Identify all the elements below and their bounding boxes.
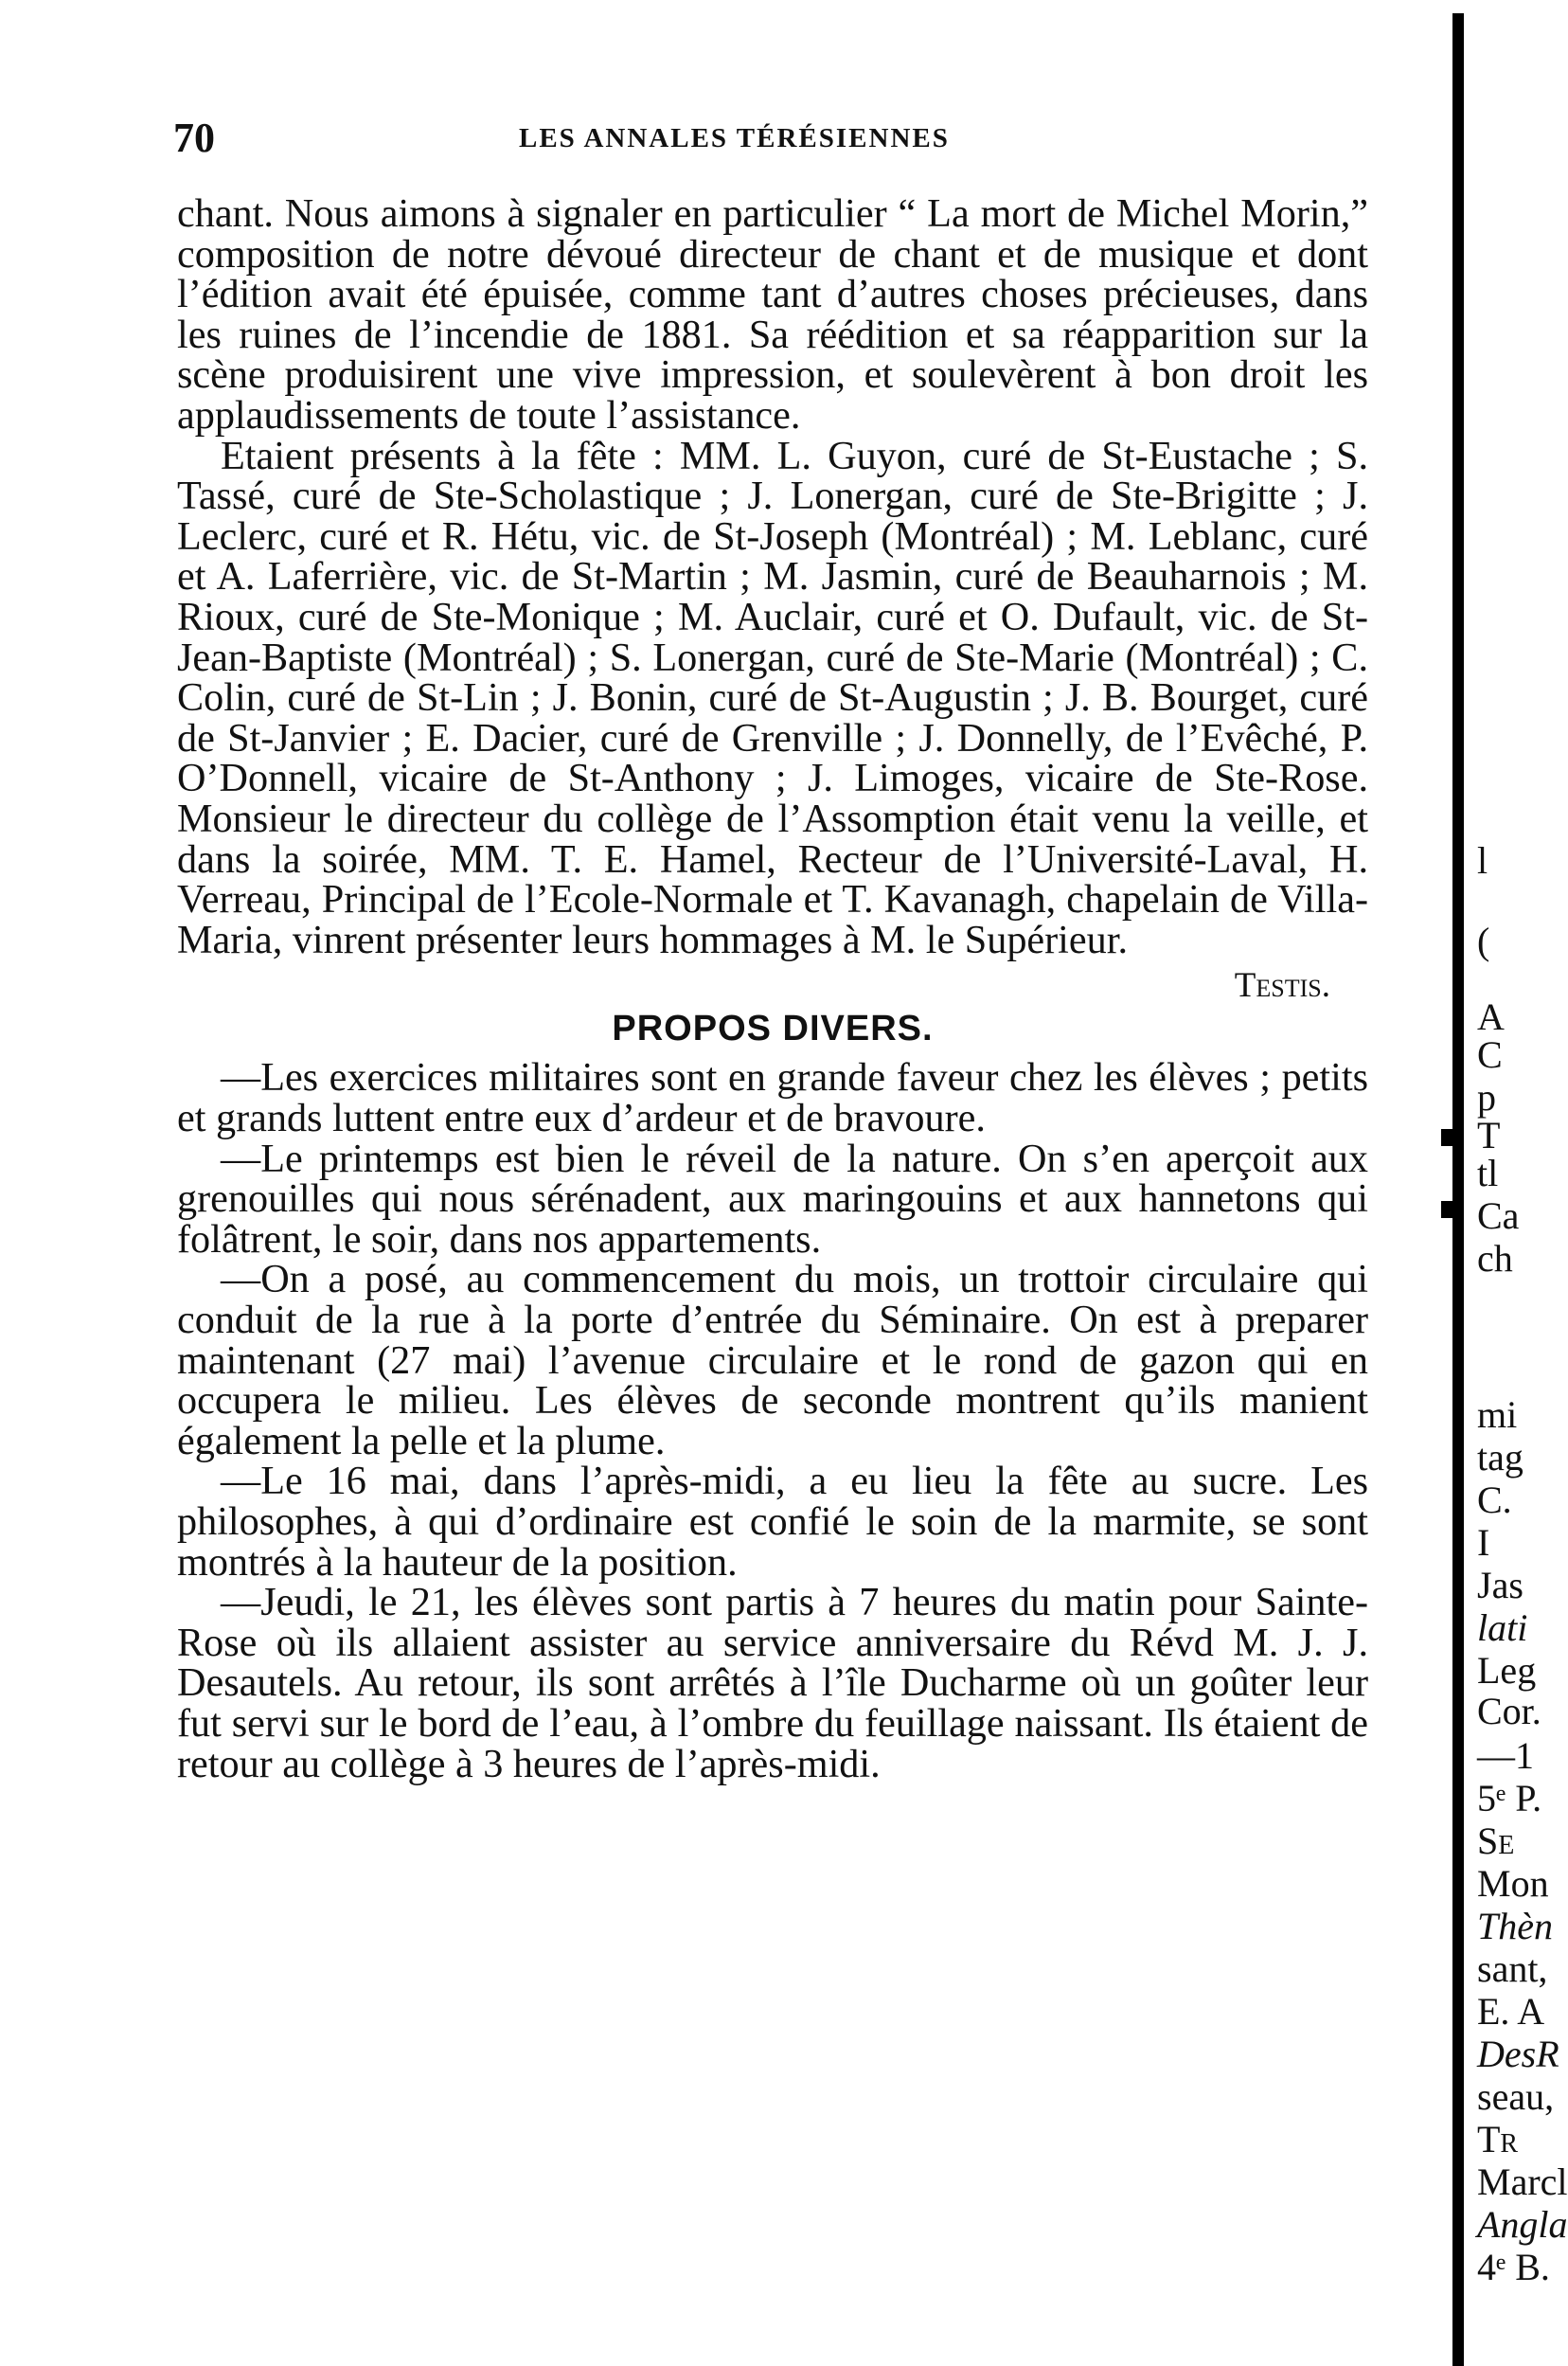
section-paragraph: —Les exercices militaires sont en grande faveur chez les élèves ; petits et grands luttent entre eux d’ardeur et de bravoure. bbox=[177, 1055, 1368, 1141]
section-paragraph: —Le printemps est bien le réveil de la nature. On s’en aperçoit aux grenouilles qui nous sérénadent, aux maringouins et aux hannetons qui folâtrent, le soir, dans nos appartements. bbox=[177, 1136, 1368, 1262]
neighbor-fragment: Thèn bbox=[1477, 1905, 1553, 1947]
neighbor-fragment: T bbox=[1477, 1114, 1501, 1156]
neighbor-fragment: l bbox=[1477, 839, 1488, 882]
neighbor-fragment: Ca bbox=[1477, 1194, 1520, 1237]
neighbor-fragment: Angla bbox=[1477, 2203, 1568, 2246]
page-number: 70 bbox=[173, 115, 215, 161]
neighbor-fragment: Cor. bbox=[1477, 1690, 1541, 1732]
neighbor-fragment: Se bbox=[1477, 1819, 1515, 1862]
section-heading: PROPOS DIVERS. bbox=[612, 1008, 934, 1049]
neighbor-fragment: E. A bbox=[1477, 1990, 1545, 2033]
neighbor-fragment: ch bbox=[1477, 1237, 1513, 1280]
neighbor-fragment: tl bbox=[1477, 1152, 1499, 1194]
neighbor-fragment: tag bbox=[1477, 1436, 1523, 1479]
neighbor-fragment: p bbox=[1477, 1076, 1496, 1119]
article-paragraph: Etaient présents à la fête : MM. L. Guyon, curé de St-Eustache ; S. Tassé, curé de Ste-Scholastique ; J. Lonergan, curé de Ste-Brigitte ; J. Leclerc, curé et R. Hétu, vic. de St-Joseph (Montréal) ; M. Leblanc, curé et A. Laferrière, vic. de St-Martin ; M. Jasmin, curé de Beauharnois ; M. Rioux, curé de Ste-Monique ; M. Auclair, curé et O. Dufault, vic. de St-Jean-Baptiste (Montréal) ; S. Lonergan, curé de Ste-Marie (Montréal) ; C. Colin, curé de St-Lin ; J. Bonin, curé de St-Augustin ; J. B. Bourget, curé de St-Janvier ; E. Dacier, curé de Grenville ; J. Donnelly, de l’Evêché, P. O’Donnell, vicaire de St-Anthony ; J. Limoges, vicaire de Ste-Rose. Monsieur le directeur du collège de l’Assomption était venu la veille, et dans la soirée, MM. T. E. Hamel, Recteur de l’Université-Laval, H. Verreau, Principal de l’Ecole-Normale et T. Kavanagh, chapelain de Villa-Maria, vinrent présenter leurs hommages à M. le Supérieur. bbox=[177, 433, 1368, 962]
section-paragraph: —Le 16 mai, dans l’après-midi, a eu lieu la fête au sucre. Les philosophes, à qui d’ordinaire est confié le soin de la marmite, se sont montrés à la hauteur de la position. bbox=[177, 1459, 1368, 1585]
neighbor-fragment: Leg bbox=[1477, 1649, 1537, 1692]
neighbor-fragment: —1 bbox=[1477, 1734, 1534, 1777]
running-title: LES ANNALES TÉRÉSIENNES bbox=[519, 123, 950, 153]
neighbor-fragment: mi bbox=[1477, 1393, 1518, 1436]
neighbor-fragment: DesR bbox=[1477, 2033, 1559, 2075]
text-column bbox=[177, 191, 1368, 1786]
neighbor-page-edge bbox=[1477, 0, 1568, 2366]
gutter-rule bbox=[1452, 13, 1464, 2366]
neighbor-fragment: sant, bbox=[1477, 1947, 1548, 1990]
neighbor-fragment: A bbox=[1477, 995, 1505, 1038]
neighbor-fragment: C bbox=[1477, 1033, 1503, 1076]
neighbor-fragment: Mon bbox=[1477, 1862, 1549, 1905]
section-paragraph: —On a posé, au commencement du mois, un trottoir circulaire qui conduit de la rue à la porte d’entrée du Séminaire. On est à preparer maintenant (27 mai) l’avenue circulaire et le rond de gazon qui en occupera le milieu. Les élèves de seconde montrent qu’ils manient également la pelle et la plume. bbox=[177, 1257, 1368, 1463]
gutter-rule-tick bbox=[1441, 1201, 1452, 1218]
article-paragraph: chant. Nous aimons à signaler en particulier “ La mort de Michel Morin,” composition de notre dévoué directeur de chant et de musique et dont l’édition avait été épuisée, comme tant d’autres choses précieuses, dans les ruines de l’incendie de 1881. Sa réédition et sa réapparition sur la scène produisirent une vive impression, et soulevèrent à bon droit les applaudissements de toute l’assistance. bbox=[177, 191, 1368, 438]
neighbor-fragment: ( bbox=[1477, 920, 1490, 962]
neighbor-fragment: 4ᵉ B. bbox=[1477, 2246, 1550, 2288]
neighbor-fragment: seau, bbox=[1477, 2075, 1555, 2118]
neighbor-fragment: Marcl bbox=[1477, 2160, 1568, 2203]
section-paragraph: —Jeudi, le 21, les élèves sont partis à 7 heures du matin pour Sainte-Rose où ils allaient assister au service anniversaire du Révd M. J. J. Desautels. Au retour, ils sont arrêtés à l’île Ducharme où un goûter leur fut servi sur le bord de l’eau, à l’ombre du feuillage naissant. Ils étaient de retour au collège à 3 heures de l’après-midi. bbox=[177, 1580, 1368, 1786]
gutter-rule-tick bbox=[1441, 1129, 1452, 1146]
neighbor-fragment: lati bbox=[1477, 1606, 1528, 1649]
neighbor-fragment: 5ᵉ P. bbox=[1477, 1777, 1542, 1819]
neighbor-fragment: Jas bbox=[1477, 1564, 1523, 1606]
neighbor-fragment: C. bbox=[1477, 1479, 1512, 1521]
article-signature: Testis. bbox=[1234, 966, 1330, 1006]
neighbor-fragment: I bbox=[1477, 1521, 1490, 1564]
neighbor-fragment: Tr bbox=[1477, 2118, 1519, 2160]
